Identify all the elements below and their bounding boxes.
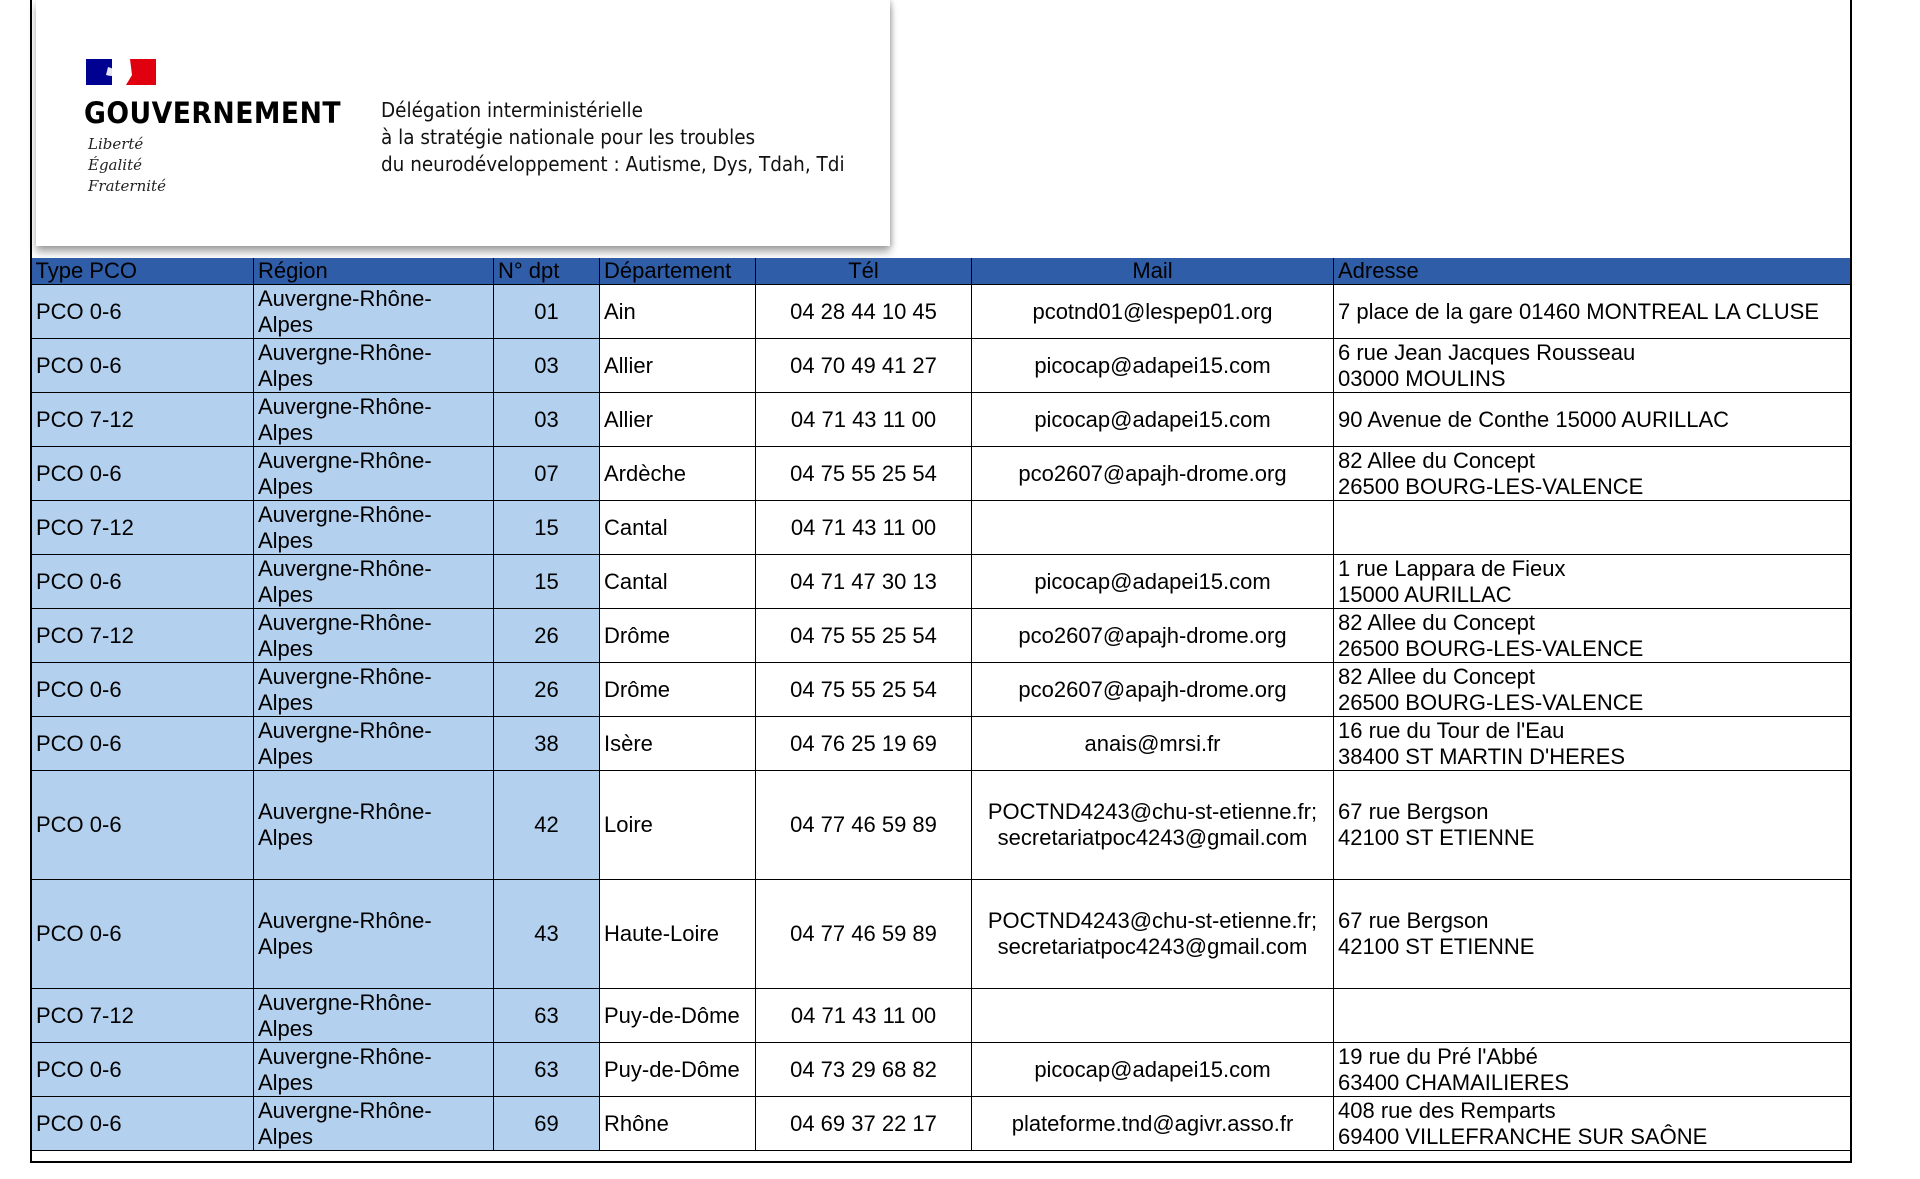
cell-line: 26500 BOURG-LES-VALENCE: [1338, 635, 1644, 661]
cell-region: [254, 609, 494, 663]
cell-text: Cantal: [604, 568, 668, 594]
cell-adresse: [1334, 880, 1851, 989]
cell-mail: [972, 447, 1334, 501]
table-row: [32, 339, 1851, 393]
cell-text: PCO 0-6: [36, 298, 122, 324]
cell-region: [254, 771, 494, 880]
cell-adresse: [1334, 339, 1851, 393]
column-header-type: Type PCO: [32, 258, 254, 285]
cell-line: 408 rue des Remparts: [1338, 1097, 1556, 1123]
cell-line: Auvergne-Rhône-: [258, 663, 432, 689]
cell-departement: [600, 989, 756, 1043]
cell-mail: [972, 339, 1334, 393]
cell-line: Auvergne-Rhône-: [258, 1097, 432, 1123]
cell-departement: [600, 393, 756, 447]
cell-mail: [972, 880, 1334, 989]
column-header-dpt: N° dpt: [494, 258, 600, 285]
cell-departement: [600, 555, 756, 609]
cell-text: PCO 0-6: [36, 1110, 122, 1136]
cell-text: 04 75 55 25 54: [790, 460, 937, 486]
cell-text: Ardèche: [604, 460, 686, 486]
cell-line: Alpes: [258, 689, 314, 715]
cell-dpt: [494, 771, 600, 880]
cell-line: 19 rue du Pré l'Abbé: [1338, 1043, 1538, 1069]
cell-mail: [972, 663, 1334, 717]
cell-dpt: [494, 717, 600, 771]
cell-line: Auvergne-Rhône-: [258, 1043, 432, 1069]
cell-mail: [972, 609, 1334, 663]
table-row: [32, 880, 1851, 989]
motto-line: Fraternité: [88, 177, 166, 195]
cell-line[interactable]: anais@mrsi.fr: [1084, 730, 1221, 756]
table-row: [32, 501, 1851, 555]
cell-text: Drôme: [604, 676, 671, 702]
cell-region: [254, 393, 494, 447]
cell-text: 04 75 55 25 54: [790, 622, 937, 648]
cell-text: Drôme: [604, 622, 671, 648]
cell-text: 15: [534, 514, 559, 540]
cell-text: 04 77 46 59 89: [790, 921, 937, 946]
cell-line: Auvergne-Rhône-: [258, 393, 432, 419]
cell-type: [32, 663, 254, 717]
cell-line: Alpes: [258, 743, 314, 769]
cell-text: 04 69 37 22 17: [790, 1110, 937, 1136]
cell-tel: [756, 1097, 972, 1151]
cell-text: PCO 7-12: [36, 406, 134, 432]
cell-line: Alpes: [258, 581, 314, 607]
delegation-line: Délégation interministérielle: [381, 98, 643, 122]
cell-line: 63400 CHAMAILIERES: [1338, 1069, 1570, 1095]
cell-text: Puy-de-Dôme: [604, 1056, 740, 1082]
delegation-line: du neurodéveloppement : Autisme, Dys, Tdah, Tdi: [381, 152, 845, 176]
cell-text: PCO 0-6: [36, 730, 122, 756]
cell-line: Alpes: [258, 419, 314, 445]
cell-line[interactable]: picocap@adapei15.com: [1034, 568, 1271, 594]
cell-line: Auvergne-Rhône-: [258, 339, 432, 365]
cell-text: PCO 7-12: [36, 622, 134, 648]
cell-line: Alpes: [258, 473, 314, 499]
cell-departement: [600, 880, 756, 989]
cell-text: PCO 0-6: [36, 568, 122, 594]
cell-line: Alpes: [258, 1069, 314, 1095]
cell-text: 07: [534, 460, 559, 486]
cell-type: [32, 1097, 254, 1151]
cell-line: Alpes: [258, 365, 314, 391]
cell-adresse: [1334, 609, 1851, 663]
cell-type: [32, 339, 254, 393]
cell-text: 03: [534, 352, 559, 378]
delegation-line: à la stratégie nationale pour les troubles: [381, 125, 756, 149]
cell-text: Loire: [604, 812, 653, 837]
cell-line: Alpes: [258, 1123, 314, 1149]
cell-dpt: [494, 447, 600, 501]
cell-departement: [600, 717, 756, 771]
table-row: [32, 663, 1851, 717]
cell-text: Rhône: [604, 1110, 669, 1136]
delegation-title: [381, 97, 845, 178]
table-row: [32, 1097, 1851, 1151]
column-header-departement: Département: [600, 258, 756, 285]
cell-region: [254, 1097, 494, 1151]
cell-tel: [756, 555, 972, 609]
cell-text: 63: [534, 1056, 559, 1082]
cell-dpt: [494, 555, 600, 609]
cell-type: [32, 1043, 254, 1097]
cell-text: 43: [534, 921, 559, 946]
cell-line: 38400 ST MARTIN D'HERES: [1338, 743, 1626, 769]
cell-text: 04 71 43 11 00: [790, 406, 937, 432]
column-header-tel: Tél: [756, 258, 972, 285]
cell-departement: [600, 447, 756, 501]
cell-line: 82 Allee du Concept: [1338, 447, 1535, 473]
cell-dpt: [494, 1097, 600, 1151]
cell-line: 67 rue Bergson: [1338, 908, 1489, 933]
cell-text: 63: [534, 1002, 559, 1028]
cell-type: [32, 771, 254, 880]
cell-adresse: [1334, 663, 1851, 717]
cell-text: Allier: [604, 406, 653, 432]
cell-adresse: [1334, 989, 1851, 1043]
cell-line: Auvergne-Rhône-: [258, 555, 432, 581]
cell-text: Haute-Loire: [604, 921, 719, 946]
cell-line[interactable]: secretariatpoc4243@gmail.com: [997, 934, 1308, 959]
cell-tel: [756, 501, 972, 555]
cell-text: PCO 0-6: [36, 676, 122, 702]
cell-line: 26500 BOURG-LES-VALENCE: [1338, 689, 1644, 715]
cell-mail: [972, 285, 1334, 339]
cell-tel: [756, 717, 972, 771]
table-row: [32, 717, 1851, 771]
cell-text: 15: [534, 568, 559, 594]
cell-line: Alpes: [258, 1015, 314, 1041]
cell-line: Alpes: [258, 635, 314, 661]
cell-mail: [972, 717, 1334, 771]
cell-text: 04 71 43 11 00: [790, 514, 937, 540]
table-row: [32, 393, 1851, 447]
cell-mail: [972, 501, 1334, 555]
cell-type: [32, 717, 254, 771]
cell-type: [32, 285, 254, 339]
cell-text: 04 70 49 41 27: [790, 352, 937, 378]
cell-line[interactable]: picocap@adapei15.com: [1034, 406, 1271, 432]
cell-tel: [756, 663, 972, 717]
cell-tel: [756, 339, 972, 393]
cell-adresse: [1334, 393, 1851, 447]
cell-mail: [972, 1097, 1334, 1151]
cell-line: 6 rue Jean Jacques Rousseau: [1338, 339, 1636, 365]
marianne-flag-icon: [86, 57, 156, 87]
cell-adresse: [1334, 555, 1851, 609]
column-header-mail: Mail: [972, 258, 1334, 285]
cell-tel: [756, 989, 972, 1043]
cell-line: Auvergne-Rhône-: [258, 285, 432, 311]
cell-region: [254, 880, 494, 989]
cell-text: 04 71 43 11 00: [790, 1002, 937, 1028]
cell-line: 7 place de la gare 01460 MONTREAL LA CLUSE: [1338, 298, 1820, 324]
cell-dpt: [494, 663, 600, 717]
cell-line: 69400 VILLEFRANCHE SUR SAÔNE: [1338, 1123, 1708, 1149]
cell-line: Alpes: [258, 311, 314, 337]
cell-line: Auvergne-Rhône-: [258, 609, 432, 635]
cell-dpt: [494, 339, 600, 393]
cell-type: [32, 501, 254, 555]
cell-adresse: [1334, 1043, 1851, 1097]
cell-region: [254, 339, 494, 393]
cell-dpt: [494, 609, 600, 663]
cell-line: 82 Allee du Concept: [1338, 609, 1535, 635]
cell-adresse: [1334, 717, 1851, 771]
cell-text: 04 75 55 25 54: [790, 676, 937, 702]
cell-region: [254, 501, 494, 555]
cell-type: [32, 393, 254, 447]
cell-line: 82 Allee du Concept: [1338, 663, 1535, 689]
cell-adresse: [1334, 501, 1851, 555]
cell-line[interactable]: picocap@adapei15.com: [1034, 1056, 1271, 1082]
table-body: [32, 285, 1851, 1151]
table-header-row: [32, 258, 1851, 285]
cell-line: 42100 ST ETIENNE: [1338, 825, 1535, 850]
cell-region: [254, 285, 494, 339]
logo-wordmark: GOUVERNEMENT: [84, 96, 342, 130]
motto-line: Égalité: [88, 156, 142, 174]
cell-mail: [972, 1043, 1334, 1097]
cell-tel: [756, 393, 972, 447]
table-row: [32, 447, 1851, 501]
table-row: [32, 555, 1851, 609]
cell-text: PCO 7-12: [36, 1002, 134, 1028]
cell-adresse: [1334, 285, 1851, 339]
cell-dpt: [494, 285, 600, 339]
cell-tel: [756, 447, 972, 501]
cell-dpt: [494, 1043, 600, 1097]
cell-line[interactable]: POCTND4243@chu-st-etienne.fr;: [987, 799, 1318, 824]
cell-text: 04 76 25 19 69: [790, 730, 937, 756]
cell-line: Auvergne-Rhône-: [258, 989, 432, 1015]
cell-mail: [972, 555, 1334, 609]
pco-table: [31, 258, 1851, 1151]
motto: [88, 134, 166, 197]
cell-text: PCO 7-12: [36, 514, 134, 540]
cell-type: [32, 989, 254, 1043]
cell-line[interactable]: pco2607@apajh-drome.org: [1018, 622, 1287, 648]
table-row: [32, 989, 1851, 1043]
motto-line: Liberté: [88, 135, 144, 153]
cell-line[interactable]: pco2607@apajh-drome.org: [1018, 676, 1287, 702]
cell-text: PCO 0-6: [36, 921, 122, 946]
cell-dpt: [494, 880, 600, 989]
column-header-adresse: Adresse: [1334, 258, 1851, 285]
cell-text: 04 28 44 10 45: [790, 298, 937, 324]
cell-mail: [972, 393, 1334, 447]
cell-text: 04 71 47 30 13: [790, 568, 937, 594]
cell-region: [254, 555, 494, 609]
cell-type: [32, 609, 254, 663]
cell-text: Cantal: [604, 514, 668, 540]
cell-dpt: [494, 393, 600, 447]
cell-departement: [600, 285, 756, 339]
cell-adresse: [1334, 771, 1851, 880]
table-row: [32, 609, 1851, 663]
cell-line[interactable]: picocap@adapei15.com: [1034, 352, 1271, 378]
cell-line[interactable]: pcotnd01@lespep01.org: [1032, 298, 1273, 324]
cell-departement: [600, 663, 756, 717]
table-row: [32, 771, 1851, 880]
cell-type: [32, 447, 254, 501]
cell-tel: [756, 771, 972, 880]
cell-text: PCO 0-6: [36, 352, 122, 378]
cell-text: PCO 0-6: [36, 460, 122, 486]
cell-tel: [756, 1043, 972, 1097]
cell-region: [254, 663, 494, 717]
cell-line: Auvergne-Rhône-: [258, 799, 432, 824]
cell-text: 26: [534, 622, 559, 648]
cell-departement: [600, 1097, 756, 1151]
cell-adresse: [1334, 1097, 1851, 1151]
cell-text: 04 77 46 59 89: [790, 812, 937, 837]
cell-line: Auvergne-Rhône-: [258, 908, 432, 933]
cell-text: Puy-de-Dôme: [604, 1002, 740, 1028]
cell-departement: [600, 609, 756, 663]
cell-text: 04 73 29 68 82: [790, 1056, 937, 1082]
cell-line: 26500 BOURG-LES-VALENCE: [1338, 473, 1644, 499]
cell-line: Auvergne-Rhône-: [258, 501, 432, 527]
cell-line: 42100 ST ETIENNE: [1338, 934, 1535, 959]
cell-departement: [600, 339, 756, 393]
cell-text: PCO 0-6: [36, 812, 122, 837]
cell-tel: [756, 880, 972, 989]
cell-text: 42: [534, 812, 559, 837]
cell-text: PCO 0-6: [36, 1056, 122, 1082]
cell-dpt: [494, 989, 600, 1043]
cell-mail: [972, 771, 1334, 880]
cell-line: Alpes: [258, 934, 314, 959]
cell-text: Allier: [604, 352, 653, 378]
cell-adresse: [1334, 447, 1851, 501]
cell-region: [254, 447, 494, 501]
cell-tel: [756, 609, 972, 663]
cell-tel: [756, 285, 972, 339]
cell-line[interactable]: pco2607@apajh-drome.org: [1018, 460, 1287, 486]
cell-text: 69: [534, 1110, 559, 1136]
cell-region: [254, 989, 494, 1043]
table-row: [32, 285, 1851, 339]
cell-type: [32, 555, 254, 609]
cell-line: Auvergne-Rhône-: [258, 447, 432, 473]
cell-line[interactable]: POCTND4243@chu-st-etienne.fr;: [987, 908, 1318, 933]
cell-type: [32, 880, 254, 989]
cell-text: 38: [534, 730, 559, 756]
cell-mail: [972, 989, 1334, 1043]
cell-line[interactable]: secretariatpoc4243@gmail.com: [997, 825, 1308, 850]
column-header-region: Région: [254, 258, 494, 285]
cell-text: 26: [534, 676, 559, 702]
cell-text: Isère: [604, 730, 653, 756]
cell-departement: [600, 1043, 756, 1097]
cell-line: 67 rue Bergson: [1338, 799, 1489, 824]
cell-line[interactable]: plateforme.tnd@agivr.asso.fr: [1011, 1110, 1294, 1136]
cell-line: 90 Avenue de Conthe 15000 AURILLAC: [1338, 406, 1730, 432]
header-card: [36, 0, 890, 246]
cell-text: 03: [534, 406, 559, 432]
cell-region: [254, 1043, 494, 1097]
cell-dpt: [494, 501, 600, 555]
cell-line: 03000 MOULINS: [1338, 365, 1506, 391]
cell-line: Alpes: [258, 825, 314, 850]
cell-region: [254, 717, 494, 771]
cell-line: 1 rue Lappara de Fieux: [1338, 555, 1566, 581]
cell-departement: [600, 501, 756, 555]
cell-text: Ain: [604, 298, 636, 324]
cell-line: Alpes: [258, 527, 314, 553]
cell-line: 16 rue du Tour de l'Eau: [1338, 717, 1565, 743]
cell-departement: [600, 771, 756, 880]
table-row: [32, 1043, 1851, 1097]
cell-line: 15000 AURILLAC: [1338, 581, 1512, 607]
cell-text: 01: [534, 298, 559, 324]
cell-line: Auvergne-Rhône-: [258, 717, 432, 743]
